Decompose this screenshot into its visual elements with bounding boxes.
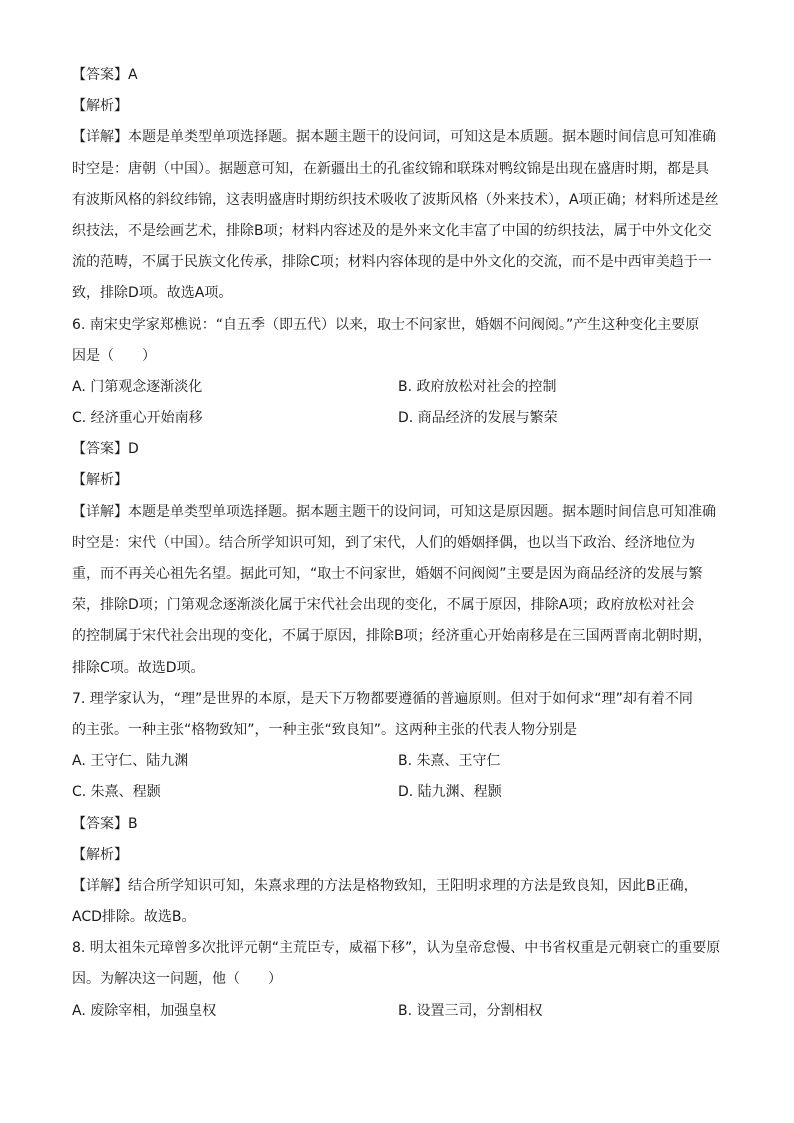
- option-c: C. 朱熹、程颢: [72, 784, 161, 801]
- detail-line: 时空是：宋代（中国）。结合所学知识可知，到了宋代，人们的婚姻择偶，也以当下政治、经济地位为: [72, 534, 695, 551]
- answer-value: A: [128, 67, 138, 83]
- answer-line: [72, 60, 724, 91]
- answer-tag: 【答案】: [72, 67, 128, 83]
- question-stem: 8. 明太祖朱元璋曾多次批评元朝“主荒臣专，威福下移”，认为皇帝怠慢、中书省权重是元朝衰亡的重要原: [72, 940, 721, 957]
- answer-line: [72, 809, 724, 840]
- detail-tag: 【详解】: [72, 503, 128, 520]
- detail-line: 重，而不再关心祖先名望。据此可知，“取士不问家世，婚姻不问阀阅”主要是因为商品经济的发展与繁: [72, 566, 703, 582]
- answer-value: B: [128, 815, 138, 832]
- question-stem: 的主张。一种主张“格物致知”，一种主张“致良知”。这两种主张的代表人物分别是: [72, 721, 578, 738]
- option-b: B. 朱熹、王守仁: [398, 753, 501, 770]
- option-c: C. 经济重心开始南移: [72, 410, 203, 427]
- detail-line: [72, 497, 724, 528]
- question-stem: 6. 南宋史学家郑樵说：“自五季（即五代）以来，取士不问家世，婚姻不问阀阅。”产生这种变化主要原: [72, 316, 700, 333]
- option-row: [72, 372, 724, 403]
- detail-line: ACD排除。故选B。: [72, 909, 196, 926]
- detail-line: 的控制属于宋代社会出现的变化，不属于原因，排除B项；经济重心开始南移是在三国两晋南北朝时期，: [72, 628, 712, 645]
- analysis-label: 【解析】: [72, 98, 128, 115]
- option-row: [72, 403, 724, 434]
- option-a: A. 门第观念逐渐淡化: [72, 378, 203, 395]
- detail-text: 结合所学知识可知，朱熹求理的方法是格物致知，王阳明求理的方法是致良知，因此B正确，: [128, 877, 698, 894]
- answer-tag: 【答案】: [72, 441, 128, 458]
- answer-tag: 【答案】: [72, 815, 128, 832]
- option-b: B. 政府放松对社会的控制: [398, 378, 557, 395]
- option-row: [72, 777, 724, 808]
- detail-tag: 【详解】: [72, 129, 128, 146]
- option-row: [72, 746, 724, 777]
- option-a: A. 王守仁、陆九渊: [72, 753, 189, 770]
- detail-text: 本题是单类型单项选择题。据本题主题干的设问词，可知这是原因题。据本题时间信息可知准确: [128, 503, 716, 520]
- option-d: D. 商品经济的发展与繁荣: [398, 410, 558, 427]
- detail-line: 织技法，不是绘画艺术，排除B项；材料内容述及的是外来文化丰富了中国的纺织技法，属于中外文化交: [72, 222, 712, 239]
- option-a: A. 废除宰相，加强皇权: [72, 1002, 217, 1019]
- option-d: D. 陆九渊、程颢: [398, 784, 502, 801]
- option-b: B. 设置三司，分割相权: [398, 1002, 543, 1019]
- option-row: [72, 996, 724, 1027]
- analysis-label: 【解析】: [72, 846, 128, 863]
- question-stem: 因。为解决这一问题，他（ ）: [72, 971, 282, 988]
- answer-line: [72, 434, 724, 465]
- detail-text: 本题是单类型单项选择题。据本题主题干的设问词，可知这是本质题。据本题时间信息可知准确: [128, 129, 716, 146]
- detail-line: 时空是：唐朝（中国）。据题意可知，在新疆出土的孔雀纹锦和联珠对鸭纹锦是出现在盛唐时期，都是具: [72, 160, 709, 177]
- detail-line: 流的范畴，不属于民族文化传承，排除C项；材料内容体现的是中外文化的交流，而不是中西审美趋于一: [72, 254, 712, 271]
- detail-tag: 【详解】: [72, 877, 128, 894]
- answer-value: D: [128, 441, 139, 458]
- document-page: [72, 60, 724, 1027]
- detail-line: 排除C项。故选D项。: [72, 659, 205, 676]
- question-stem: 7. 理学家认为，“理”是世界的本原，是天下万物都要遵循的普遍原则。但对于如何求“理”却有着不同: [72, 690, 693, 707]
- detail-line: [72, 871, 724, 902]
- analysis-label: 【解析】: [72, 472, 128, 489]
- question-stem: 因是（ ）: [72, 347, 156, 364]
- detail-line: 致，排除D项。故选A项。: [72, 285, 233, 302]
- detail-line: 荣，排除D项；门第观念逐渐淡化属于宋代社会出现的变化，不属于原因，排除A项；政府放松对社会: [72, 597, 695, 614]
- detail-line: [72, 122, 724, 153]
- detail-line: 有波斯风格的斜纹纬锦，这表明盛唐时期纺织技术吸收了波斯风格（外来技术），A项正确；材料所述是丝: [72, 191, 719, 208]
